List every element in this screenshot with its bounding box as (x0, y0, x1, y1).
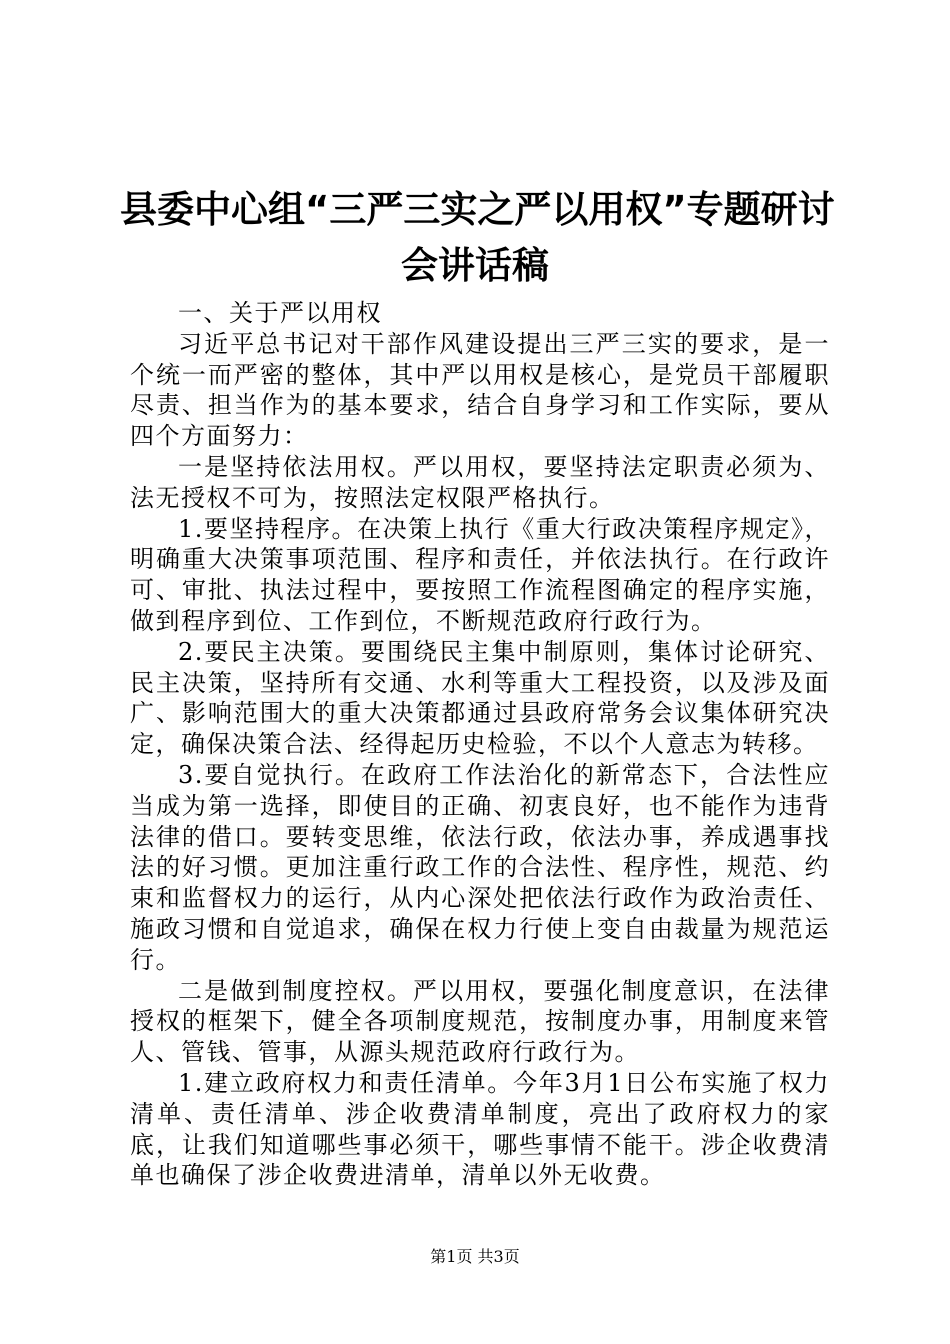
body-paragraph: 二是做到制度控权。严以用权，要强化制度意识，在法律授权的框架下，健全各项制度规范，按制度办事，用制度来管人、管钱、管事，从源头规范政府行政行为。 (130, 976, 830, 1067)
body-paragraph: 一是坚持依法用权。严以用权，要坚持法定职责必须为、法无授权不可为，按照法定权限严格执行。 (130, 452, 830, 512)
section-heading: 一、关于严以用权 (178, 299, 382, 327)
body-paragraph: 习近平总书记对干部作风建设提出三严三实的要求，是一个统一而严密的整体，其中严以用权是核心，是党员干部履职尽责、担当作为的基本要求，结合自身学习和工作实际，要从四个方面努力： (130, 329, 830, 451)
body-paragraph: 1.要坚持程序。在决策上执行《重大行政决策程序规定》，明确重大决策事项范围、程序和责任，并依法执行。在行政许可、审批、执法过程中，要按照工作流程图确定的程序实施，做到程序到位、工作到位，不断规范政府行政行为。 (130, 514, 830, 635)
page-number-footer: 第1页 共3页 (430, 1247, 520, 1266)
document-title-line-1: 县委中心组“三严三实之严以用权”专题研讨 (120, 188, 835, 231)
body-paragraph: 3.要自觉执行。在政府工作法治化的新常态下，合法性应当成为第一选择，即使目的正确、初衷良好，也不能作为违背法律的借口。要转变思维，依法行政，依法办事，养成遇事找法的好习惯。更加注重行政工作的合法性、程序性，规范、约束和监督权力的运行，从内心深处把依法行政作为政治责任、施政习惯和自觉追求，确保在权力行使上变自由裁量为规范运行。 (130, 760, 830, 974)
document-body (130, 298, 830, 1191)
document-title-line-2: 会讲话稿 (401, 244, 549, 287)
body-paragraph: 2.要民主决策。要围绕民主集中制原则，集体讨论研究、民主决策，坚持所有交通、水利等重大工程投资，以及涉及面广、影响范围大的重大决策都通过县政府常务会议集体研究决定，确保决策合法、经得起历史检验，不以个人意志为转移。 (130, 637, 830, 759)
body-paragraph: 1.建立政府权力和责任清单。今年3月1日公布实施了权力清单、责任清单、涉企收费清单制度，亮出了政府权力的家底，让我们知道哪些事必须干，哪些事情不能干。涉企收费清单也确保了涉企收费进清单，清单以外无收费。 (130, 1068, 830, 1190)
